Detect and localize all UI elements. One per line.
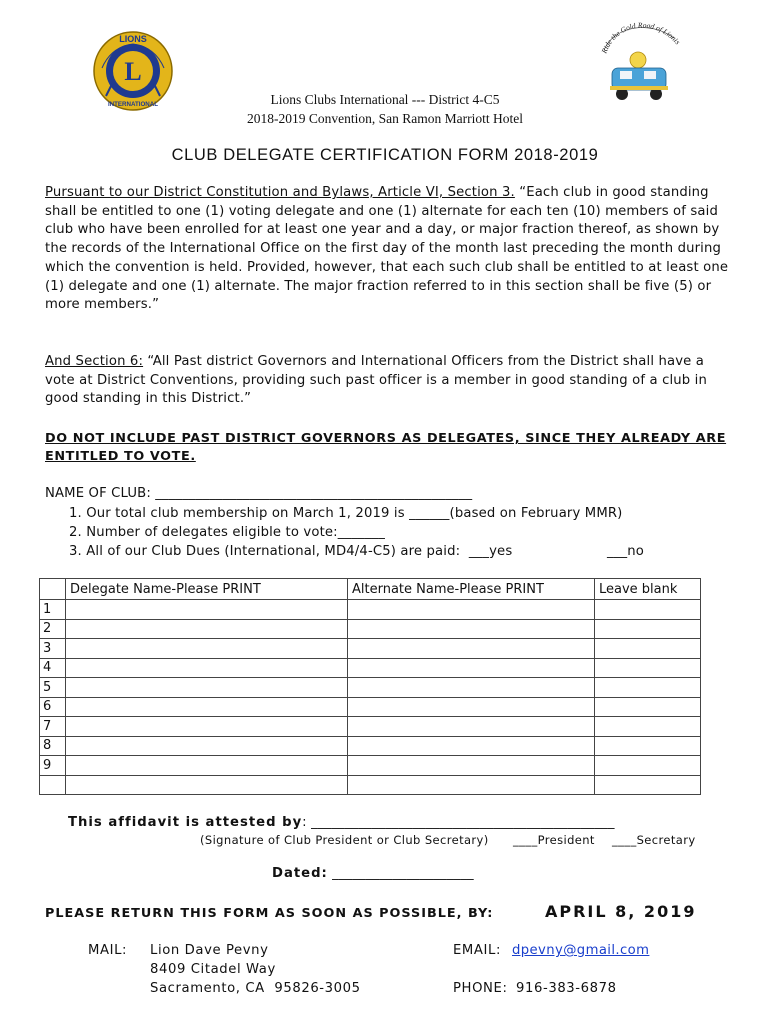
delegate-name-cell[interactable]	[66, 678, 348, 698]
secretary-checkbox-line[interactable]: ____Secretary	[612, 833, 696, 847]
alternate-name-cell[interactable]	[348, 697, 595, 717]
membership-count-item[interactable]: 1. Our total club membership on March 1, 2019 is ______(based on February MMR)	[69, 506, 623, 521]
table-header-number	[40, 579, 66, 600]
table-row	[40, 678, 701, 698]
svg-text:Ride the Gold Road of Lionism	[598, 16, 680, 56]
table-header-alternate: Alternate Name-Please PRINT	[348, 579, 595, 600]
delegate-name-cell[interactable]	[66, 717, 348, 737]
warning-notice: DO NOT INCLUDE PAST DISTRICT GOVERNORS AS DELEGATES, SINCE THEY ALREADY ARE ENTITLED TO VOTE.	[45, 431, 727, 464]
gold-road-logo-text: Ride the Gold Road of Lioni	[599, 20, 680, 55]
row-number: 6	[40, 697, 66, 717]
row-number: 4	[40, 658, 66, 678]
leave-blank-cell	[595, 736, 701, 756]
dated-field[interactable]	[272, 866, 474, 881]
header-line-2: 2018-2019 Convention, San Ramon Marriott Hotel	[247, 111, 523, 126]
alternate-name-cell[interactable]	[348, 600, 595, 620]
table-row	[40, 697, 701, 717]
delegates-eligible-item[interactable]: 2. Number of delegates eligible to vote:_______	[69, 525, 385, 540]
email-label: EMAIL:	[453, 943, 502, 958]
row-number: 1	[40, 600, 66, 620]
row-number: 8	[40, 736, 66, 756]
row-number: 9	[40, 756, 66, 776]
table-row	[40, 756, 701, 776]
affidavit-signature-line[interactable]: : _____________________________________________	[302, 815, 615, 830]
leave-blank-cell	[595, 717, 701, 737]
signature-note: (Signature of Club President or Club Secretary)	[200, 833, 489, 847]
row-number	[40, 775, 66, 795]
phone-number: 916-383-6878	[516, 981, 617, 996]
alternate-name-cell[interactable]	[348, 717, 595, 737]
mail-label: MAIL:	[88, 943, 128, 958]
affidavit-label: This affidavit is attested by	[68, 815, 303, 830]
leave-blank-cell	[595, 619, 701, 639]
alternate-name-cell[interactable]	[348, 678, 595, 698]
leave-blank-cell	[595, 639, 701, 659]
table-row	[40, 775, 701, 795]
table-header-delegate: Delegate Name-Please PRINT	[66, 579, 348, 600]
delegate-name-cell[interactable]	[66, 600, 348, 620]
delegate-name-cell[interactable]	[66, 775, 348, 795]
row-number: 3	[40, 639, 66, 659]
delegate-name-cell[interactable]	[66, 697, 348, 717]
table-row	[40, 639, 701, 659]
row-number: 5	[40, 678, 66, 698]
section-3-paragraph	[45, 184, 735, 315]
president-checkbox-line[interactable]: ____President	[513, 833, 595, 847]
alternate-name-cell[interactable]	[348, 658, 595, 678]
delegate-name-cell[interactable]	[66, 756, 348, 776]
leave-blank-cell	[595, 775, 701, 795]
section-6-paragraph	[45, 353, 735, 409]
table-row	[40, 658, 701, 678]
svg-text:L: L	[124, 57, 142, 86]
section-6-lead: And Section 6:	[45, 354, 144, 369]
row-number: 2	[40, 619, 66, 639]
delegate-table	[39, 578, 701, 795]
table-row	[40, 717, 701, 737]
section-3-body: “Each club in good standing shall be entitled to one (1) voting delegate and one (1) alternate for each ten (10) members of said club who have been enrolled for at least one year and a day, or major fraction thereof, as shown by the records of the International Office on the first day of the month last preceding the month during which the convention is held. Provided, however, that each such club shall be entitled to at least one (1) delegate and one (1) alternate. The major fraction referred to in this section shall be five (5) or more members.”	[45, 185, 729, 313]
affidavit-line[interactable]	[68, 815, 615, 830]
delegate-name-cell[interactable]	[66, 619, 348, 639]
lions-logo-top-text: LIONS	[119, 34, 147, 44]
mail-street: 8409 Citadel Way	[150, 962, 276, 977]
form-title: CLUB DELEGATE CERTIFICATION FORM 2018-2019	[171, 146, 599, 164]
leave-blank-cell	[595, 756, 701, 776]
row-number: 7	[40, 717, 66, 737]
table-row	[40, 600, 701, 620]
section-6-body: “All Past district Governors and International Officers from the District shall have a vote at District Conventions, providing such past officer is a member in good standing of a club in good standing in this District.”	[45, 354, 707, 407]
alternate-name-cell[interactable]	[348, 639, 595, 659]
email-link[interactable]: dpevny@gmail.com	[512, 943, 650, 958]
table-header-leave-blank: Leave blank	[595, 579, 701, 600]
table-header-row	[40, 579, 701, 600]
club-name-field[interactable]: NAME OF CLUB: _______________________________________________	[45, 486, 473, 501]
dated-line[interactable]: _____________________	[327, 866, 474, 881]
header-line-1: Lions Clubs International --- District 4-C5	[270, 92, 500, 107]
alternate-name-cell[interactable]	[348, 756, 595, 776]
dues-paid-no-item[interactable]: ___no	[607, 544, 644, 559]
mail-name: Lion Dave Pevny	[150, 943, 269, 958]
return-notice: PLEASE RETURN THIS FORM AS SOON AS POSSIBLE, BY:	[45, 906, 494, 921]
dues-paid-yes-item[interactable]: 3. All of our Club Dues (International, MD4/4-C5) are paid: ___yes	[69, 544, 513, 559]
leave-blank-cell	[595, 600, 701, 620]
leave-blank-cell	[595, 678, 701, 698]
section-3-lead: Pursuant to our District Constitution and Bylaws, Article VI, Section 3.	[45, 185, 515, 200]
leave-blank-cell	[595, 658, 701, 678]
table-row	[40, 619, 701, 639]
alternate-name-cell[interactable]	[348, 736, 595, 756]
lions-logo-bottom-text: INTERNATIONAL	[107, 101, 159, 108]
leave-blank-cell	[595, 697, 701, 717]
alternate-name-cell[interactable]	[348, 619, 595, 639]
dated-label: Dated:	[272, 866, 328, 881]
phone-label: PHONE:	[453, 981, 508, 996]
delegate-name-cell[interactable]	[66, 639, 348, 659]
delegate-name-cell[interactable]	[66, 658, 348, 678]
alternate-name-cell[interactable]	[348, 775, 595, 795]
delegate-name-cell[interactable]	[66, 736, 348, 756]
mail-city: Sacramento, CA 95826-3005	[150, 981, 361, 996]
table-row	[40, 736, 701, 756]
return-date: APRIL 8, 2019	[545, 902, 697, 921]
